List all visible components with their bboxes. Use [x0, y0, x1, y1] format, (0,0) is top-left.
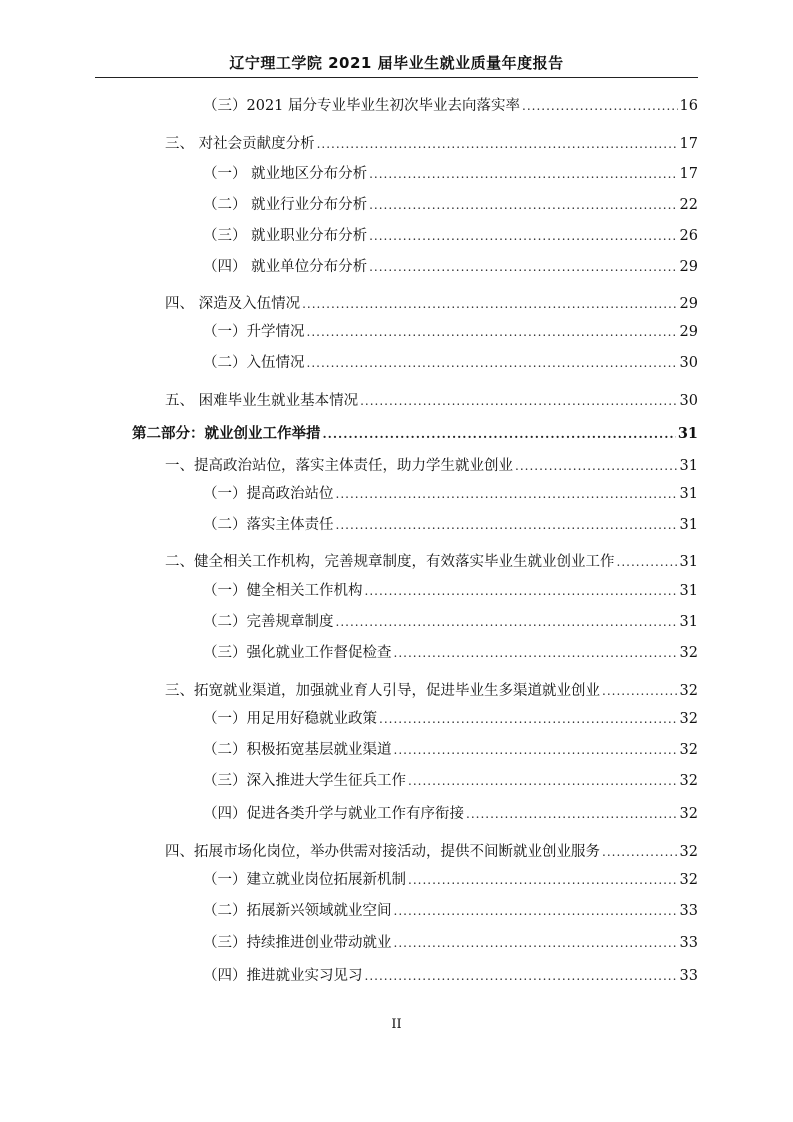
toc-entry-page: 17 — [679, 166, 698, 182]
toc-leader-dots — [369, 226, 677, 246]
toc-entry[interactable] — [203, 164, 698, 184]
toc-entry[interactable] — [203, 612, 698, 632]
toc-entry[interactable] — [203, 257, 698, 277]
toc-entry-label: （二） 就业行业分布分析 — [203, 197, 368, 213]
toc-entry[interactable] — [203, 581, 698, 601]
toc-entry-label: （四）促进各类升学与就业工作有序衔接 — [203, 806, 464, 822]
toc-leader-dots — [522, 96, 678, 116]
toc-leader-dots — [336, 612, 678, 632]
toc-entry-label: （二）积极拓宽基层就业渠道 — [203, 742, 392, 758]
toc-entry-label: 三、拓宽就业渠道，加强就业育人引导，促进毕业生多渠道就业创业 — [165, 683, 600, 699]
toc-entry-page: 31 — [679, 554, 698, 570]
toc-entry-label: 五、 困难毕业生就业基本情况 — [165, 393, 359, 409]
toc-entry[interactable] — [203, 226, 698, 246]
toc-entry-page: 31 — [679, 583, 698, 599]
toc-entry-label: （一）用足用好稳就业政策 — [203, 711, 377, 727]
toc-leader-dots — [408, 870, 678, 890]
toc-entry-label: （二）拓展新兴领域就业空间 — [203, 903, 392, 919]
toc-leader-dots — [408, 771, 678, 791]
toc-entry-label: （一） 就业地区分布分析 — [203, 166, 368, 182]
toc-entry-label: 二、健全相关工作机构，完善规章制度，有效落实毕业生就业创业工作 — [165, 554, 615, 570]
toc-leader-dots — [317, 134, 678, 154]
toc-leader-dots — [336, 484, 678, 504]
toc-leader-dots — [394, 740, 678, 760]
toc-entry[interactable] — [203, 740, 698, 760]
header-title: 辽宁理工学院 2021 届毕业生就业质量年度报告 — [229, 54, 564, 72]
toc-leader-dots — [617, 552, 678, 572]
toc-entry[interactable] — [203, 195, 698, 215]
toc-leader-dots — [394, 933, 678, 953]
toc-leader-dots — [360, 391, 677, 411]
toc-leader-dots — [394, 901, 678, 921]
toc-entry[interactable] — [203, 901, 698, 921]
toc-entry[interactable] — [203, 96, 698, 116]
toc-entry[interactable] — [203, 933, 698, 953]
toc-entry-page: 33 — [679, 903, 698, 919]
toc-entry-page: 16 — [679, 98, 698, 114]
toc-entry[interactable] — [203, 709, 698, 729]
toc-entry-label: （三） 就业职业分布分析 — [203, 228, 368, 244]
toc-entry[interactable] — [203, 870, 698, 890]
toc-entry-page: 32 — [679, 872, 698, 888]
toc-entry-label: （三）深入推进大学生征兵工作 — [203, 773, 406, 789]
toc-entry[interactable] — [203, 643, 698, 663]
toc-entry[interactable] — [203, 484, 698, 504]
toc-entry[interactable] — [203, 322, 698, 342]
toc-leader-dots — [307, 353, 678, 373]
toc-entry-page: 33 — [679, 935, 698, 951]
toc-entry[interactable] — [203, 353, 698, 373]
toc-entry-page: 31 — [679, 458, 698, 474]
toc-entry-page: 32 — [679, 645, 698, 661]
toc-leader-dots — [365, 966, 678, 986]
toc-entry-page: 31 — [679, 517, 698, 533]
toc-leader-dots — [602, 842, 678, 862]
toc-entry-page: 32 — [679, 711, 698, 727]
toc-entry[interactable] — [165, 456, 698, 476]
toc-entry-page: 33 — [679, 968, 698, 984]
toc-entry-label: （三）强化就业工作督促检查 — [203, 645, 392, 661]
toc-entry-page: 30 — [679, 393, 698, 409]
toc-entry-label: （二）完善规章制度 — [203, 614, 334, 630]
toc-entry-page: 29 — [679, 324, 698, 340]
toc-entry-label: （一）建立就业岗位拓展新机制 — [203, 872, 406, 888]
toc-leader-dots — [379, 709, 678, 729]
toc-entry-label: 第二部分：就业创业工作举措 — [132, 425, 321, 442]
toc-entry[interactable] — [203, 771, 698, 791]
toc-entry-page: 32 — [679, 844, 698, 860]
toc-entry[interactable] — [203, 515, 698, 535]
toc-entry-page: 31 — [679, 614, 698, 630]
toc-entry-page: 31 — [677, 425, 698, 442]
toc-entry[interactable] — [165, 391, 698, 411]
toc-leader-dots — [602, 681, 678, 701]
toc-leader-dots — [369, 164, 677, 184]
toc-entry-page: 26 — [679, 228, 698, 244]
toc-entry-page: 29 — [679, 296, 698, 312]
toc-entry-page: 22 — [679, 197, 698, 213]
toc-leader-dots — [515, 456, 678, 476]
toc-entry-label: （一）提高政治站位 — [203, 486, 334, 502]
toc-leader-dots — [365, 581, 678, 601]
toc-entry-page: 32 — [679, 742, 698, 758]
toc-entry-page: 31 — [679, 486, 698, 502]
toc-entry-label: （三）持续推进创业带动就业 — [203, 935, 392, 951]
toc-leader-dots — [307, 322, 678, 342]
toc-entry-page: 29 — [679, 259, 698, 275]
toc-entry-label: （二）入伍情况 — [203, 355, 305, 371]
toc-entry-label: （三）2021 届分专业毕业生初次毕业去向落实率 — [203, 98, 521, 114]
toc-entry[interactable] — [165, 552, 698, 572]
toc-entry-page: 32 — [679, 683, 698, 699]
toc-entry[interactable] — [203, 804, 698, 824]
page-number: II — [391, 1017, 402, 1032]
toc-entry-page: 30 — [679, 355, 698, 371]
toc-entry-label: 四、 深造及入伍情况 — [165, 296, 301, 312]
toc-leader-dots — [369, 257, 677, 277]
toc-entry-page: 32 — [679, 806, 698, 822]
toc-leader-dots — [323, 424, 676, 444]
toc-entry-label: 四、拓展市场化岗位，举办供需对接活动，提供不间断就业创业服务 — [165, 844, 600, 860]
toc-entry[interactable] — [165, 134, 698, 154]
toc-entry-label: （二）落实主体责任 — [203, 517, 334, 533]
toc-leader-dots — [302, 294, 677, 314]
toc-entry[interactable] — [203, 966, 698, 986]
toc-entry-page: 17 — [679, 136, 698, 152]
toc-leader-dots — [466, 804, 678, 824]
toc-leader-dots — [394, 643, 678, 663]
toc-entry-label: （四）推进就业实习见习 — [203, 968, 363, 984]
toc-leader-dots — [336, 515, 678, 535]
toc-entry-label: （一）升学情况 — [203, 324, 305, 340]
toc-entry-label: 一、提高政治站位，落实主体责任，助力学生就业创业 — [165, 458, 513, 474]
toc-entry-label: （一）健全相关工作机构 — [203, 583, 363, 599]
toc-leader-dots — [369, 195, 677, 215]
toc-entry-label: 三、 对社会贡献度分析 — [165, 136, 315, 152]
toc-entry[interactable] — [165, 842, 698, 862]
toc-part-entry[interactable] — [132, 424, 698, 444]
toc-entry-page: 32 — [679, 773, 698, 789]
toc-entry[interactable] — [165, 681, 698, 701]
toc-entry[interactable] — [165, 294, 698, 314]
toc-entry-label: （四） 就业单位分布分析 — [203, 259, 368, 275]
